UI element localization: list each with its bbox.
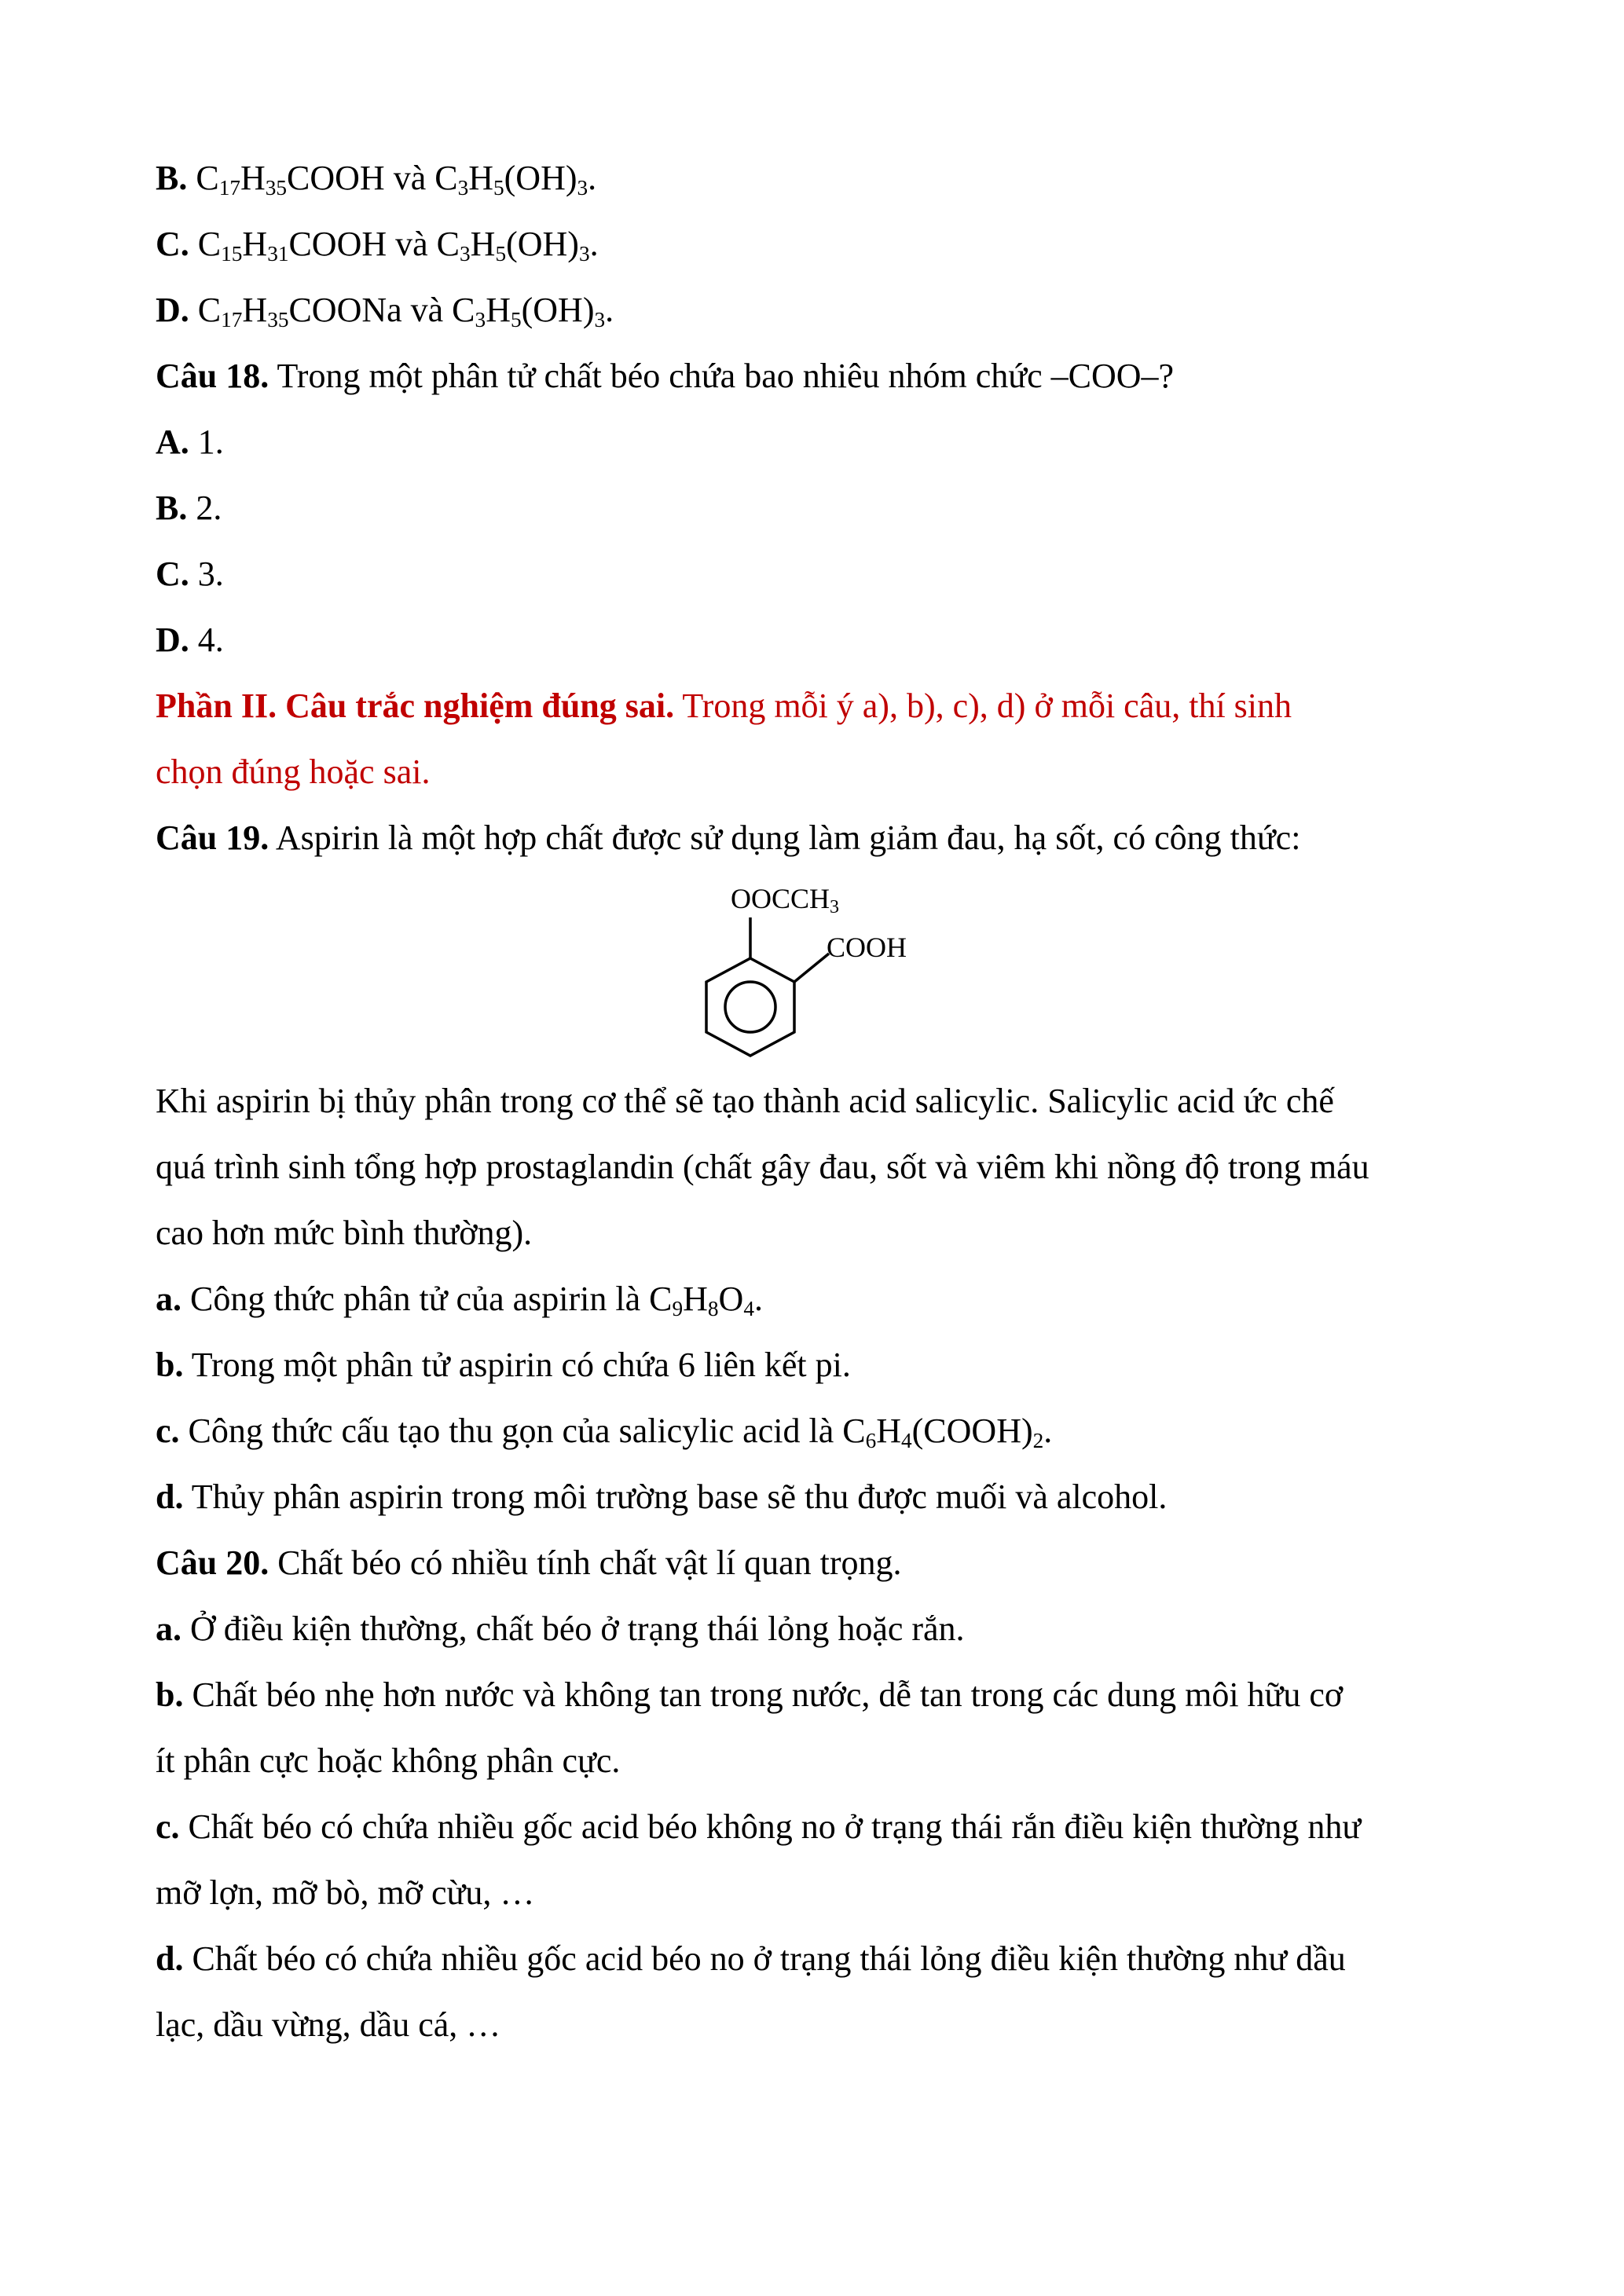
section-instructions-cont: chọn đúng hoặc sai. (156, 753, 431, 791)
part2-heading (156, 683, 1292, 730)
formula-subscript: 2 (1032, 1428, 1044, 1452)
q20-question (156, 1540, 902, 1587)
formula-text: H (683, 1280, 708, 1318)
statement-text: Công thức cấu tạo thu gọn của salicylic acid là C (179, 1412, 866, 1450)
q20-statement-c (156, 1803, 1361, 1851)
formula-subscript: 3 (578, 241, 590, 265)
formula-text: COOH và C (288, 225, 460, 263)
q20-statement-b-cont (156, 1738, 620, 1785)
statement-text: Chất béo có chứa nhiều gốc acid béo no ở trạng thái lỏng điều kiện thường như dầu (183, 1939, 1346, 1978)
formula-subscript: 4 (743, 1296, 754, 1320)
statement-text-cont: ít phân cực hoặc không phân cực. (156, 1741, 621, 1780)
statement-text: Trong một phân tử aspirin có chứa 6 liên kết pi. (183, 1346, 851, 1384)
carboxyl-group-label: COOH (827, 932, 907, 963)
option-label: C. (156, 225, 189, 263)
q17-option-b (156, 155, 596, 202)
statement-text: Thủy phân aspirin trong môi trường base sẽ thu được muối và alcohol. (183, 1478, 1168, 1516)
formula-text: H (468, 159, 494, 197)
statement-label: c. (156, 1412, 180, 1450)
question-label: Câu 19. (156, 818, 269, 857)
formula-subscript: 4 (901, 1428, 912, 1452)
formula-subscript: 3 (460, 241, 471, 265)
statement-label: a. (156, 1280, 181, 1318)
statement-label: b. (156, 1346, 184, 1384)
formula-text: . (753, 1280, 763, 1318)
paragraph-text: cao hơn mức bình thường). (156, 1214, 533, 1252)
formula-text: O (718, 1280, 744, 1318)
q19-statement-c (156, 1408, 1052, 1455)
paragraph-text: Khi aspirin bị thủy phân trong cơ thể sẽ tạo thành acid salicylic. Salicylic acid ức chế (156, 1082, 1334, 1120)
q19-statement-d (156, 1474, 1167, 1521)
statement-label: b. (156, 1675, 184, 1714)
benzene-ring (706, 958, 794, 1056)
option-text: 1. (189, 423, 224, 461)
part2-heading-cont (156, 749, 430, 796)
q19-paragraph-line1 (156, 1078, 1334, 1125)
statement-text-cont: mỡ lợn, mỡ bò, mỡ cừu, … (156, 1873, 535, 1912)
q18-option-b (156, 485, 222, 532)
q19-question (156, 815, 1300, 862)
statement-label: d. (156, 1939, 184, 1978)
option-label: A. (156, 423, 189, 461)
statement-text-cont: lạc, dầu vừng, dầu cá, … (156, 2005, 501, 2044)
formula-subscript: 6 (865, 1428, 877, 1452)
formula-text: (OH) (521, 291, 595, 329)
q20-statement-c-cont (156, 1869, 534, 1917)
formula-text: . (589, 225, 599, 263)
formula-subscript: 5 (495, 241, 507, 265)
q18-option-a (156, 419, 224, 466)
q18-question (156, 353, 1174, 400)
formula-text: H (470, 225, 496, 263)
q19-paragraph-line2 (156, 1144, 1369, 1191)
option-label: B. (156, 489, 188, 527)
question-label: Câu 20. (156, 1543, 269, 1582)
q17-option-c (156, 221, 599, 268)
formula-text: H (486, 291, 511, 329)
q20-statement-d (156, 1935, 1346, 1983)
question-text: Trong một phân tử chất béo chứa bao nhiêu nhóm chức –COO–? (269, 357, 1175, 395)
question-text: Chất béo có nhiều tính chất vật lí quan trọng. (269, 1543, 902, 1582)
question-label: Câu 18. (156, 357, 269, 395)
q19-statement-a (156, 1276, 763, 1323)
formula-text: H (242, 291, 268, 329)
statement-text: Ở điều kiện thường, chất béo ở trạng thái lỏng hoặc rắn. (181, 1609, 965, 1648)
q20-statement-b (156, 1672, 1343, 1719)
formula-text: . (588, 159, 597, 197)
section-instructions: Trong mỗi ý a), b), c), d) ở mỗi câu, thí sinh (674, 687, 1292, 725)
formula-subscript: 17 (218, 175, 240, 200)
option-label: B. (156, 159, 188, 197)
statement-text: Chất béo có chứa nhiều gốc acid béo không no ở trạng thái rắn điều kiện thường như (179, 1807, 1362, 1846)
formula-text: H (242, 225, 268, 263)
formula-subscript: 5 (493, 175, 504, 200)
option-text: 2. (187, 489, 222, 527)
formula-text: H (876, 1412, 901, 1450)
formula-subscript: 8 (707, 1296, 719, 1320)
statement-label: c. (156, 1807, 180, 1846)
q18-option-c (156, 551, 224, 598)
formula-subscript: 9 (672, 1296, 684, 1320)
q18-option-d (156, 617, 224, 664)
formula-text: COOH và C (287, 159, 458, 197)
option-label: D. (156, 291, 189, 329)
formula-text: . (605, 291, 614, 329)
bond-carboxyl (794, 954, 829, 982)
aromatic-circle (725, 982, 775, 1032)
question-text: Aspirin là một hợp chất được sử dụng làm giảm đau, hạ sốt, có công thức: (269, 818, 1301, 857)
formula-subscript: 5 (510, 307, 522, 331)
q19-paragraph-line3 (156, 1210, 532, 1257)
formula-text: C (197, 225, 222, 263)
ester-group-label: OOCCH3 (731, 883, 840, 917)
formula-text: (OH) (504, 159, 577, 197)
formula-subscript: 3 (594, 307, 606, 331)
option-label: C. (156, 555, 189, 593)
formula-subscript: 35 (267, 307, 289, 331)
formula-subscript: 3 (457, 175, 469, 200)
aspirin-structure-diagram (676, 872, 959, 1060)
q20-statement-a (156, 1606, 965, 1653)
formula-text: C (197, 291, 222, 329)
formula-subscript: 3 (577, 175, 588, 200)
formula-text: COONa và C (288, 291, 475, 329)
section-title: Phần II. Câu trắc nghiệm đúng sai. (156, 687, 675, 725)
formula-text: H (240, 159, 266, 197)
q19-statement-b (156, 1342, 851, 1389)
formula-subscript: 17 (221, 307, 243, 331)
q20-statement-d-cont (156, 2001, 500, 2049)
option-text: 3. (189, 555, 224, 593)
formula-text: (COOH) (911, 1412, 1033, 1450)
statement-label: d. (156, 1478, 184, 1516)
formula-subscript: 35 (265, 175, 288, 200)
statement-text: Chất béo nhẹ hơn nước và không tan trong nước, dễ tan trong các dung môi hữu cơ (183, 1675, 1344, 1714)
paragraph-text: quá trình sinh tổng hợp prostaglandin (chất gây đau, sốt và viêm khi nồng độ trong máu (156, 1148, 1369, 1186)
statement-label: a. (156, 1609, 181, 1648)
statement-text: Công thức phân tử của aspirin là C (181, 1280, 673, 1318)
option-label: D. (156, 621, 189, 659)
formula-text: . (1043, 1412, 1053, 1450)
formula-text: (OH) (506, 225, 579, 263)
formula-subscript: 3 (475, 307, 486, 331)
formula-subscript: 31 (267, 241, 289, 265)
option-text: 4. (189, 621, 224, 659)
formula-text: C (196, 159, 219, 197)
formula-subscript: 15 (221, 241, 243, 265)
q17-option-d (156, 287, 614, 334)
